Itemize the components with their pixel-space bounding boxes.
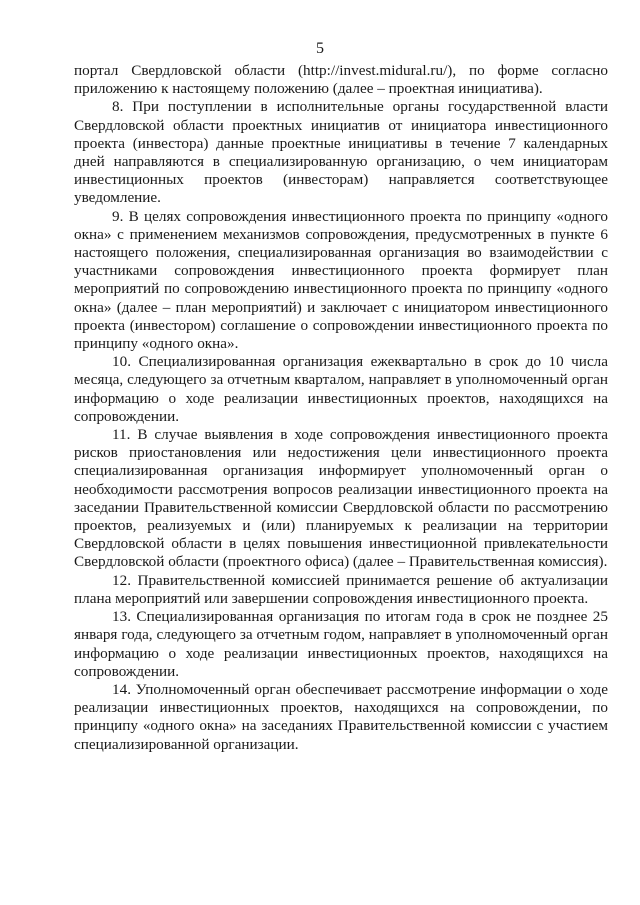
paragraph-13: 13. Специализированная организация по итогам года в срок не позднее 25 января года, следующего за отчетным годом, направляет в уполномоченный орган информацию о ходе реализации инвестиционных проектов, находящихся на сопровождении. (74, 608, 608, 680)
paragraph-continuation: портал Свердловской области (http://invest.midural.ru/), по форме согласно приложению к настоящему положению (далее – проектная инициатива). (74, 62, 608, 98)
document-body (74, 62, 608, 754)
page-number: 5 (316, 40, 324, 57)
paragraph-12: 12. Правительственной комиссией принимается решение об актуализации плана мероприятий или завершении сопровождения инвестиционного проекта. (74, 571, 608, 607)
paragraph-8: 8. При поступлении в исполнительные органы государственной власти Свердловской области проектных инициатив от инициатора инвестиционного проекта (инвестора) данные проектные инициативы в течение 7 календарных дней направляются в специализированную организацию, о чем инициаторам инвестиционных проектов (инвесторам) направляется соответствующее уведомление. (74, 98, 608, 207)
paragraph-14: 14. Уполномоченный орган обеспечивает рассмотрение информации о ходе реализации инвестиционных проектов, находящихся на сопровождении, по принципу «одного окна» на заседаниях Правительственной комиссии с участием специализированной организации. (74, 680, 608, 753)
paragraph-10: 10. Специализированная организация ежеквартально в срок до 10 числа месяца, следующего за отчетным кварталом, направляет в уполномоченный орган информацию о ходе реализации инвестиционных проектов, находящихся на сопровождении. (74, 353, 608, 425)
paragraph-11: 11. В случае выявления в ходе сопровождения инвестиционного проекта рисков приостановления или недостижения цели инвестиционного проекта специализированная организация информирует уполномоченный орган о необходимости рассмотрения вопросов реализации инвестиционного проекта на заседании Правительственной комиссии Свердловской области по рассмотрению проектов, реализуемых и (или) планируемых к реализации на территории Свердловской области в целях повышения инвестиционной привлекательности Свердловской области (проектного офиса) (далее – Правительственная комиссия). (74, 426, 608, 571)
paragraph-9: 9. В целях сопровождения инвестиционного проекта по принципу «одного окна» с применением механизмов сопровождения, предусмотренных в пункте 6 настоящего положения, специализированная организация во взаимодействии с участниками сопровождения инвестиционного проекта формирует план мероприятий по сопровождению инвестиционного проекта по принципу «одного окна» (далее – план мероприятий) и заключает с инициатором инвестиционного проекта (инвестором) соглашение о сопровождении инвестиционного проекта по принципу «одного окна». (74, 207, 608, 353)
